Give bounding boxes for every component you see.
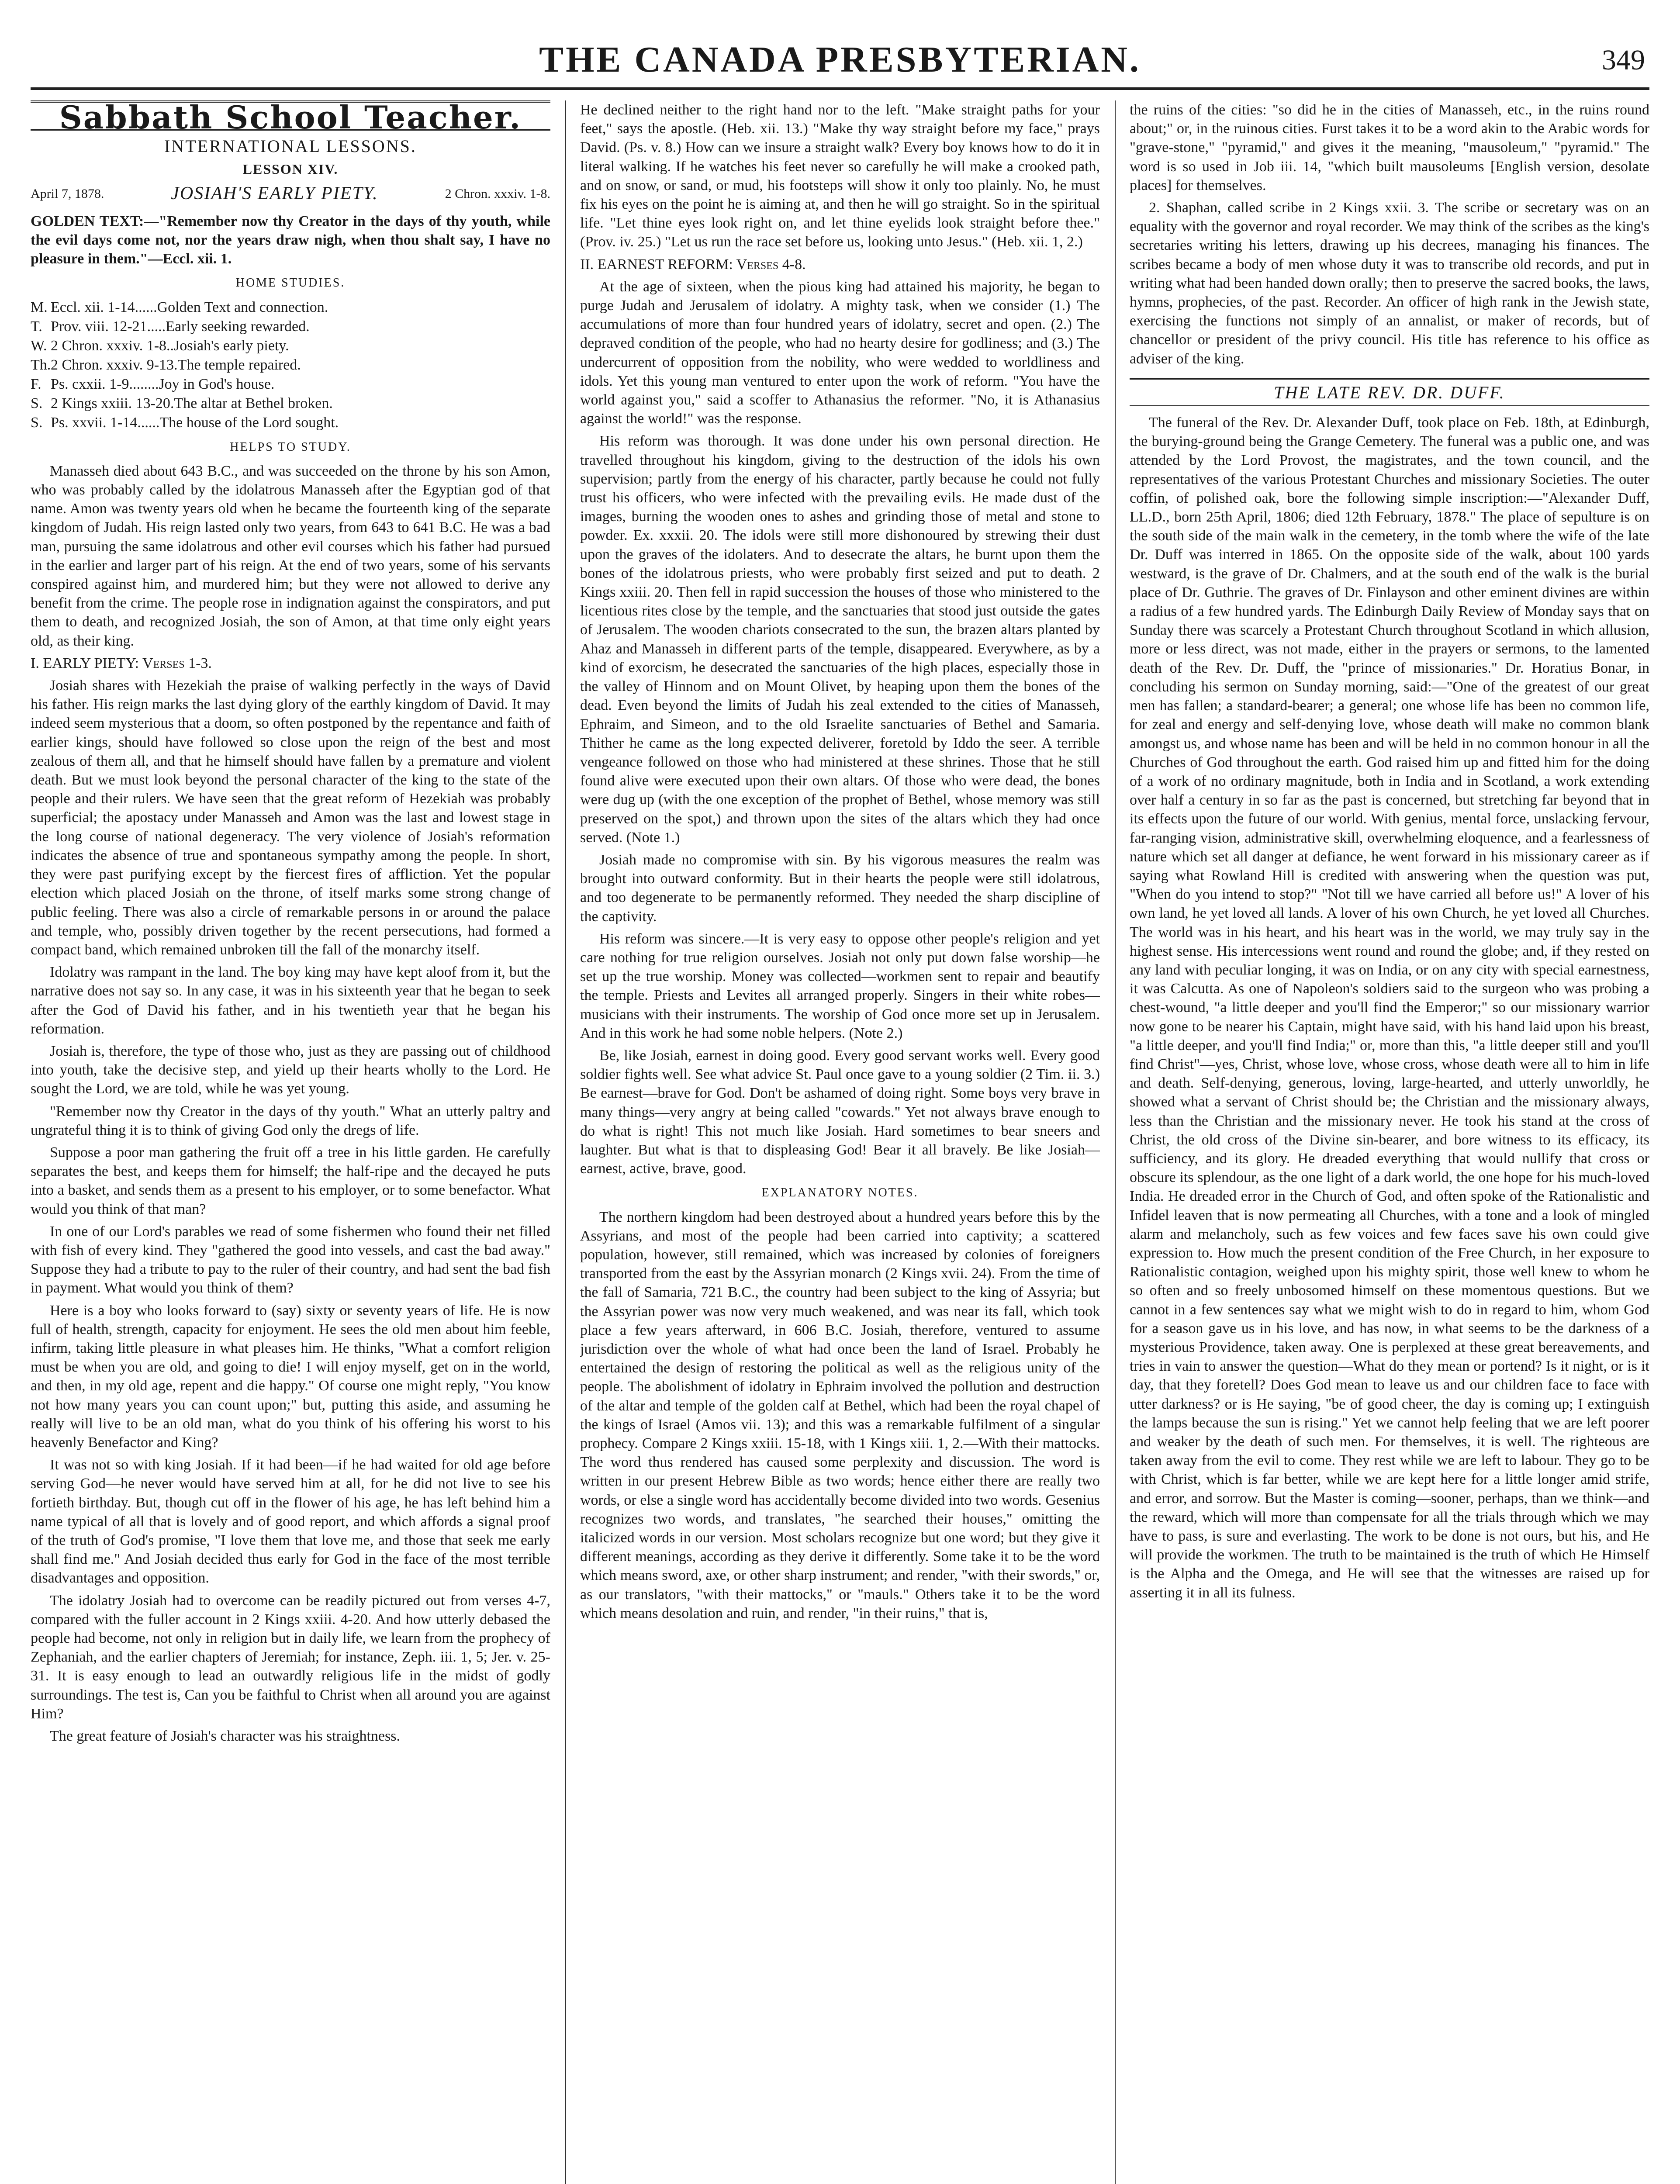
- paragraph: Be, like Josiah, earnest in doing good. Every good servant works well. Every good soldier fights well. See what advice St. Paul once gave to a young soldier (2 Tim. ii. 3.) Be earnest—brave for God. Don't be ashamed of doing right. Some boys very brave in many things—very angry at being called "cowards." Yet not always brave enough to do what is right! This not much like Josiah. Hard sometimes to bear sneers and laughter. But what is that to displeasing God! Bear it all bravely. Be like Josiah—earnest, active, brave, good.: [580, 1047, 1100, 1177]
- home-study-text: Ps. xxvii. 1-14......The house of the Lord sought.: [51, 414, 339, 431]
- paragraph: the ruins of the cities: "so did he in the cities of Manasseh, etc., in the ruins round about;" or, in the ruinous cities. Furst takes it to be a word akin to the Arabic words for "grave-stone," "pyramid," and gives it the meaning, "mausoleum," "pyramid." The word is so used in Job iii. 14, "which built mausoleums [English version, desolate places] for themselves.: [1130, 102, 1649, 194]
- paragraph: His reform was sincere.—It is very easy to oppose other people's religion and yet care nothing for true religion ourselves. Josiah not only put down false worship—he set up the true worship. Money was collected—workmen sent to repair and beautify the temple. Priests and Levites all arranged properly. Singers in their white robes—musicians with their instruments. The worship of God once more set up in Jerusalem. And in this work he had some noble helpers. (Note 2.): [580, 930, 1100, 1041]
- home-study-text: Ps. cxxii. 1-9........Joy in God's house.: [51, 376, 275, 392]
- paragraph: He declined neither to the right hand nor to the left. "Make straight paths for your feet," says the apostle. (Heb. xii. 13.) "Make thy way straight before my face," prays David. (Ps. v. 8.) How can we insure a straight walk? Every boy knows how to do it in literal walking. If he watches his feet never so carefully he will make a crooked path, and on snow, or sand, or mud, his footsteps will show it only too plainly. No, he must fix his eyes on the point he is aiming at, and then he will go straight. So in the spiritual life. "Let thine eyes look right on, and let thine eyelids look straight before thee." (Prov. iv. 25.) "Let us run the race set before us, looking unto Jesus." (Heb. xii. 1, 2.): [580, 102, 1100, 250]
- paragraph: Josiah shares with Hezekiah the praise of walking perfectly in the ways of David his father. His reign marks the last dying glory of the earthly kingdom of David. It may indeed seem mysterious that a doom, so often postponed by the repentance and faith of earlier kings, should have followed so close upon the reign of the best and most zealous of them all, and that he himself should have fallen by a premature and violent death. But we must look beyond the personal character of the king to the state of the people and their rulers. We have seen that the great reform of Hezekiah was probably superficial; the apostacy under Manasseh and Amon was the last and lowest stage in the long course of national degeneracy. The very violence of Josiah's reformation indicates the absence of true and spontaneous sympathy among the people. In short, they were past purifying except by the fiercest fires of affliction. Yet the popular election which placed Josiah on the throne, of itself marks some strong change of public feeling. There was also a circle of remarkable persons in or around the palace and temple, who, possibly driven together by the recent persecutions, had formed a compact band, which remained unbroken till the fall of the monarchy itself.: [31, 677, 550, 958]
- page-number: 349: [1602, 44, 1645, 76]
- section-heading: II. EARNEST REFORM: Verses 4-8.: [580, 256, 806, 273]
- paragraph: Josiah is, therefore, the type of those who, just as they are passing out of childhood into youth, take the decisive step, and yield up their hearts wholly to the Lord. He sought the Lord, we are told, while he was yet young.: [31, 1043, 550, 1097]
- home-study-item: [31, 375, 550, 394]
- paragraph: The northern kingdom had been destroyed about a hundred years before this by the Assyrians, and most of the people had been carried into captivity; a scattered population, however, still remained, which was increased by colonies of foreigners transported from the east by the Assyrian monarch (2 Kings xvii. 24). From the time of the fall of Samaria, 721 B.C., the country had been subject to the king of Assyria; but the Assyrian power was now very much weakened, and was near its fall, which took place a few years afterward, in 606 B.C. Josiah, therefore, ventured to assume jurisdiction over the whole of what had once been the land of Israel. Probably he entertained the design of restoring the political as well as the religious unity of the people. The abolishment of idolatry in Ephraim involved the pollution and destruction of the altar and temple of the golden calf at Bethel, which had been the royal chapel of the kings of Israel (Amos vii. 13); and this was a remarkable fulfilment of a singular prophecy. Compare 2 Kings xxiii. 15-18, with 1 Kings xiii. 1, 2.—With their mattocks. The word thus rendered has caused some perplexity and discussion. The word is written in our present Hebrew Bible as two words; hence either there are really two words, or else a single word has accidentally become divided into two words. Gesenius recognizes two words, and translates, "he searched their houses," omitting the italicized words in our version. Most scholars recognize but one word; but they give it different meanings, according as they derive it differently. Some take it to be the word which means sword, axe, or other sharp instrument; and render, "with their swords," or, as our translators, "with their mattocks," or "mauls." Others take it to be the word which means desolation and ruin, and render, "in their ruins," that is,: [580, 1209, 1100, 1621]
- newspaper-page: [31, 31, 1649, 2184]
- column-3: [1130, 100, 1649, 2184]
- home-studies-list: [31, 298, 550, 432]
- lesson-number: LESSON XIV.: [242, 161, 339, 177]
- article-paragraph: The funeral of the Rev. Dr. Alexander Duff, took place on Feb. 18th, at Edinburgh, the burying-ground being the Grange Cemetery. The funeral was a public one, and was attended by the Lord Provost, the magistrates, and the town council, and the representatives of the various Protestant Churches and missionary Societies. The outer coffin, of polished oak, bore the following simple inscription:—"Alexander Duff, LL.D., born 25th April, 1806; died 12th February, 1878." The place of sepulture is on the south side of the main walk in the cemetery, in the tomb where the wife of the late Dr. Duff was interred in 1865. On the opposite side of the walk, about 100 yards westward, is the grave of Dr. Chalmers, and at the south end of the walk is the burial place of Dr. Guthrie. The graves of Dr. Finlayson and other eminent divines are within a radius of a few hundred yards. The Edinburgh Daily Review of Monday says that on Sunday there was scarcely a Protestant Church throughout Scotland in which allusion, more or less direct, was not made, either in the prayers or sermons, to the lamented death of the Rev. Dr. Duff, the "prince of missionaries." Dr. Horatius Bonar, in concluding his sermon on Sunday morning, said:—"One of the greatest of our great men has fallen; a standard-bearer; a general; one whose life has been no common life, for zeal and energy and self-denying love, whose death will make no common blank amongst us, and whose name has been and will be held in no common honour in all the Churches of God throughout the earth. God raised him up and fitted him for the doing of a work of no ordinary magnitude, both in India and in Scotland, a work extending over half a century in so far as the past is concerned, but stretching far beyond that in its effects upon the future of our world. With genius, mental force, unslacking fervour, far-ranging vision, administrative skill, overwhelming eloquence, and a fearlessness of nature which set all danger at defiance, he went forward in his missionary career as if saying what Rowland Hill is credited with answering when the question was put, "When do you intend to stop?" "Not till we have carried all before us!" A lover of his own land, he yet loved all lands. A lover of his own Church, he yet loved all Churches. The world was in his heart, and his heart was in the world, we may truly say in the highest sense. His intercessions went round and round the globe; and, if they rested on any land with peculiar longing, it was on India, or on any city with special earnestness, it was Calcutta. As one of Napoleon's soldiers said to the surgeon who was probing a chest-wound, "a little deeper and you'll find the Emperor;" so our missionary warrior now gone to be nearer his Captain, might have said, with his hand laid upon his breast, "a little deeper, and you'll find India;" or, more than this, "a little deeper still and you'll find Christ"—yes, Christ, whose love, whose cross, whose death were all to him in life and death. Self-denying, generous, loving, large-hearted, and utterly unworldly, he showed what a servant of Christ should be; the Christian and the missionary always, less than the Christian and the missionary never. He took his stand at the cross of Christ, the old cross of the Divine sin-bearer, and bore witness to its efficacy, its sufficiency, and its glory. He dreaded everything that would nullify that cross or obscure its splendour, as the one light of a dark world, the one hope for his much-loved India. He dreaded error in the Church of God, and often spoke of the Rationalistic and Infidel leaven that is now permeating all Churches, with a tone and a look of mingled alarm and melancholy, such as few voices and few faces save his own could give expression to. How much the present condition of the Free Church, in her exposure to Rationalistic contagion, weighed upon his mighty spirit, those well knew to whom he so often and so freely unbosomed himself on these momentous questions. But we cannot in a few sentences say what we might wish to do in regard to him, whom God for a season gave us in his love, and has now, in what seems to be the darkness of a mysterious Providence, taken away. One is perplexed at these great bereavements, and tries in vain to answer the question—What do they mean or portend? Is it night, or is it day, that they foretell? Does God mean to leave us and our children face to face with utter darkness? or is He saying, "be of good cheer, the day is coming up; I extinguish the lamps because the sun is rising." Yet we cannot help feeling that we are left poorer and weaker by the death of such men. For themselves, it is well. The righteous are taken away from the evil to come. They rest while we are left to labour. They go to be with Christ, which is far better, while we are kept here for a little longer amid strife, and error, and sorrow. But the Master is coming—sooner, perhaps, than we think—and the reward, which will more than compensate for all the trials through which we may have to pass, is sure and everlasting. The work to be done is not ours, but his, and He will provide the workmen. The truth to be maintained is the truth of which He Himself is the Alpha and the Omega, and He will see that the witnesses are raised up for asserting it in all its fulness.: [1130, 415, 1649, 1601]
- explanatory-notes-heading: EXPLANATORY NOTES.: [761, 1186, 919, 1200]
- home-study-day: Th.: [31, 356, 51, 373]
- columns: [31, 100, 1649, 2184]
- lesson-reference: 2 Chron. xxxiv. 1-8.: [445, 186, 550, 201]
- masthead: [31, 31, 1649, 90]
- section-title: INTERNATIONAL LESSONS.: [164, 136, 417, 156]
- section-heading: I. EARLY PIETY: Verses 1-3.: [31, 655, 212, 671]
- paragraph: Manasseh died about 643 B.C., and was succeeded on the throne by his son Amon, who was probably called by the idolatrous Manasseh after the Egyptian god of that name. Amon was twenty years old when he became the fourteenth king of the separate kingdom of Judah. His reign lasted only two years, from 643 to 641 B.C. He was a bad man, pursuing the same idolatrous and other evil courses which his father had pursued in the earlier and larger part of his reign. At the end of two years, some of his servants conspired against him, and murdered him; but they were not allowed to derive any benefit from the crime. The people rose in indignation against the conspirators, and put them to death, and recognized Josiah, the son of Amon, at that time only eight years old, as their king.: [31, 463, 550, 649]
- article-title: THE LATE REV. DR. DUFF.: [1130, 383, 1649, 406]
- column-1: [31, 100, 550, 2184]
- home-study-day: W.: [31, 337, 47, 354]
- home-study-day: T.: [31, 318, 42, 335]
- home-study-day: M.: [31, 299, 48, 315]
- home-study-item: [31, 336, 550, 356]
- department-title: Sabbath School Teacher.: [59, 100, 522, 136]
- home-study-text: 2 Chron. xxxiv. 1-8..Josiah's early piety.: [51, 337, 289, 354]
- paragraph: The idolatry Josiah had to overcome can be readily pictured out from verses 4-7, compared with the fuller account in 2 Kings xxiii. 4-20. And how utterly debased the people had become, not only in religion but in daily life, we learn from the prophecy of Zephaniah, and the earlier chapters of Jeremiah; for instance, Zeph. iii. 1, 5; Jer. v. 25-31. It is easy enough to lead an outwardly religious life in the midst of godly surroundings. The test is, Can you be faithful to Christ when all around you are against Him?: [31, 1592, 550, 1722]
- publication-title: THE CANADA PRESBYTERIAN.: [539, 39, 1141, 80]
- paragraph: The great feature of Josiah's character was his straightness.: [50, 1728, 400, 1745]
- home-study-item: [31, 298, 550, 317]
- home-study-day: S.: [31, 414, 43, 431]
- home-study-item: [31, 317, 550, 336]
- home-study-item: [31, 394, 550, 413]
- lesson-date: April 7, 1878.: [31, 186, 104, 201]
- helps-heading: HELPS TO STUDY.: [230, 440, 351, 454]
- paragraph: In one of our Lord's parables we read of some fishermen who found their net filled with fish of every kind. They "gathered the good into vessels, and cast the bad away." Suppose they had a tribute to pay to the ruler of their country, and had sent the bad fish in payment. What would you think of them?: [31, 1223, 550, 1296]
- paragraph: 2. Shaphan, called scribe in 2 Kings xxii. 3. The scribe or secretary was on an equality with the governor and royal recorder. We may think of the scribes as the king's secretaries writing his letters, drawing up his decrees, managing his finances. The scribes became a body of men whose duty it was to transcribe old records, and put in writing what had been handed down orally; then to preserve the sacred books, the laws, hymns, prophecies, of the past. Recorder. An officer of high rank in the Jewish state, exercising the functions not simply of an annalist, or maker of records, but of chancellor or president of the privy council. His title has reference to his office as adviser of the king.: [1130, 200, 1649, 367]
- paragraph: Idolatry was rampant in the land. The boy king may have kept aloof from it, but the narrative does not say so. In any case, it was in his sixteenth year that he began to seek after the God of David his father, and in his twentieth year that he began his reformation.: [31, 964, 550, 1037]
- column-2: [580, 100, 1100, 2184]
- paragraph: Josiah made no compromise with sin. By his vigorous measures the realm was brought into outward conformity. But in their hearts the people were still idolatrous, and too degenerate to be permanently reformed. They needed the sharp discipline of the captivity.: [580, 851, 1100, 925]
- department-header: [31, 100, 550, 136]
- paragraph: It was not so with king Josiah. If it had been—if he had waited for old age before serving God—he never would have served him at all, for he did not live to see his fortieth birthday. But, though cut off in the flower of his age, he has left behind him a name typical of all that is lovely and of good report, and which affords a signal proof of the truth of God's promise, "I love them that love me, and those that seek me early shall find me." And Josiah decided thus early for God in the face of the most terrible disadvantages and opposition.: [31, 1457, 550, 1586]
- lesson-title-row: [31, 184, 550, 203]
- paragraph: Here is a boy who looks forward to (say) sixty or seventy years of life. He is now full of health, strength, capacity for enjoyment. He sees the old men about him feeble, infirm, taking little pleasure in what pleases him. He thinks, "What a comfort religion must be when you are old, and going to die! I will enjoy myself, get on in the world, and then, in my old age, repent and die happy." Of course one might reply, "You know not how many years you can count upon;" but, putting this aside, and assuming he really will live to be an old man, what do you think of his offering his worst to his heavenly Benefactor and King?: [31, 1302, 550, 1451]
- golden-text: GOLDEN TEXT:—"Remember now thy Creator in the days of thy youth, while the evil days come not, nor the years draw nigh, when thou shalt say, I have no pleasure in them."—Eccl. xii. 1.: [31, 213, 550, 267]
- home-study-text: Eccl. xii. 1-14......Golden Text and connection.: [51, 299, 328, 315]
- paragraph: "Remember now thy Creator in the days of thy youth." What an utterly paltry and ungrateful thing it is to think of giving God only the dregs of life.: [31, 1103, 550, 1138]
- home-study-text: Prov. viii. 12-21.....Early seeking rewarded.: [51, 318, 310, 335]
- article-divider: [1130, 378, 1649, 380]
- paragraph: His reform was thorough. It was done under his own personal direction. He travelled throughout his kingdom, giving to the destruction of the idols his own supervision; partly from the energy of his character, partly because he could not fully trust his officers, who were infected with the prevailing evils. He made dust of the images, burning the wooden ones to ashes and grinding those of metal and stone to powder. Ex. xxxii. 20. The idols were still more dishonoured by strewing their dust upon the graves of the idolaters. And to desecrate the altars, he burnt upon them the bones of the idolatrous priests, who were probably first seized and put to death. 2 Kings xxiii. 20. Then fell in rapid succession the houses of those who ministered to the licentious rites close by the temple, and the sanctuaries that stood just outside the gates of Jerusalem. The wooden chariots consecrated to the sun, the brazen altars planted by Ahaz and Manasseh in different parts of the temple, disappeared. Everywhere, as by a kind of exorcism, he desecrated the sanctuaries of the high places, especially those in the valley of Hinnom and on Mount Olivet, by heaping upon them the bones of the dead. Even beyond the limits of Judah his zeal extended to the cities of Manasseh, Ephraim, and Simeon, and to the old Israelite sanctuaries of Bethel and Samaria. Thither he came as the long expected deliverer, foretold by Iddo the seer. A terrible vengeance followed on those who had ministered at these shrines. Those that he still found alive were executed upon their own altars. Of those who were dead, the bones were dug up (with the one exception of the prophet of Bethel, whose memory was still preserved on the spot,) and thrown upon the sites of the altars which they had once served. (Note 1.): [580, 433, 1100, 846]
- home-studies-heading: HOME STUDIES.: [235, 276, 346, 290]
- home-study-item: [31, 413, 550, 432]
- home-study-text: 2 Kings xxiii. 13-20.The altar at Bethel broken.: [51, 395, 333, 411]
- home-study-text: 2 Chron. xxxiv. 9-13.The temple repaired.: [51, 356, 301, 373]
- home-study-day: F.: [31, 376, 41, 392]
- paragraph: Suppose a poor man gathering the fruit off a tree in his little garden. He carefully separates the best, and keeps them for himself; the half-ripe and the decayed he puts into a basket, and sends them as a present to his employer, or to some benefactor. What would you think of that man?: [31, 1144, 550, 1217]
- column-divider: [565, 100, 566, 2184]
- paragraph: At the age of sixteen, when the pious king had attained his majority, he began to purge Judah and Jerusalem of idolatry. A mighty task, when we consider (1.) The accumulations of more than four hundred years of idolatry, secret and open. (2.) The depraved condition of the people, who had no hearty desire for godliness; and (3.) The undercurrent of opposition from the nobility, who were wedded to worldliness and idols. Yet this young man ventured to enter upon the work of reform. "You have the world against you," said a scoffer to Athanasius the reformer. "No, it is Athanasius against the world!" was the response.: [580, 278, 1100, 427]
- home-study-item: [31, 356, 550, 375]
- home-study-day: S.: [31, 395, 43, 411]
- column-divider: [1115, 100, 1116, 2184]
- lesson-title: JOSIAH'S EARLY PIETY.: [171, 183, 378, 204]
